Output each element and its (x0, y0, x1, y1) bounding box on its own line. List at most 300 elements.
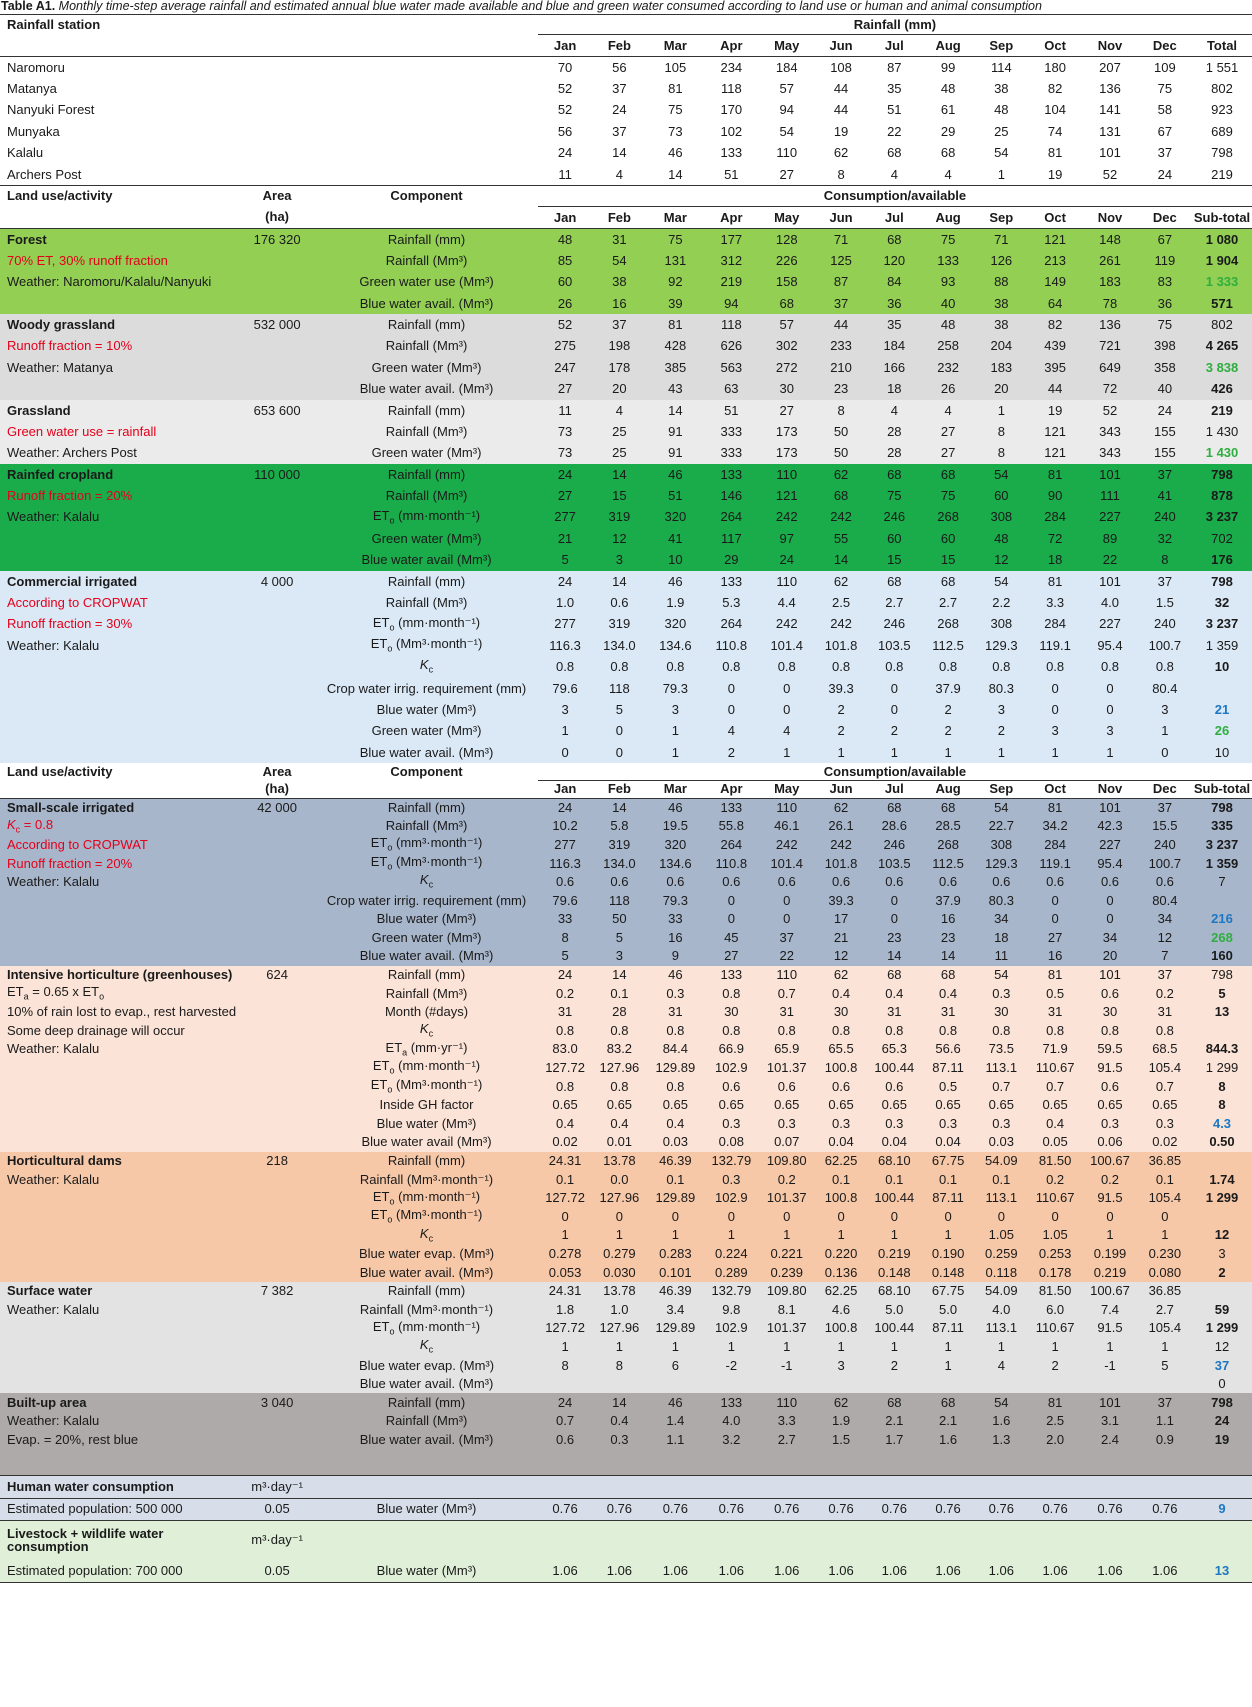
land-use-row (0, 1226, 1252, 1245)
month-value: 23 (887, 929, 902, 945)
area-value (239, 1430, 315, 1449)
land-use-row (0, 817, 1252, 836)
month-value: 1.06 (758, 1560, 815, 1582)
month-value: 118 (609, 680, 630, 696)
area-value (239, 1040, 315, 1059)
month-value: 0 (1051, 701, 1059, 717)
month-value: 0.7 (992, 1078, 1011, 1094)
month-value: 112.5 (932, 855, 964, 871)
rain-station-row (0, 121, 1252, 143)
land-use-note (0, 1207, 239, 1226)
area-value (239, 1412, 315, 1431)
month-value: 125 (830, 252, 852, 268)
month-value: 0 (890, 911, 898, 927)
component-label: Blue water (Mm³) (315, 1498, 538, 1520)
land-use-row (0, 1021, 1252, 1040)
month-value: 119.1 (1039, 855, 1071, 871)
month-value: 43 (668, 381, 683, 397)
rain-value: 38 (994, 80, 1009, 96)
month-value: 240 (1154, 836, 1176, 852)
month-value: 0.5 (939, 1078, 958, 1094)
month-value: 113.1 (985, 1320, 1018, 1336)
component-label: Green water (Mm³) (371, 723, 482, 739)
land-use-note (0, 678, 239, 699)
month-value: 25 (612, 423, 627, 439)
month-value: 0.8 (556, 1022, 575, 1038)
area-value (239, 421, 315, 442)
component-label: Blue water avail. (Mm³) (359, 295, 494, 311)
month-value: 30 (1102, 1004, 1118, 1020)
month-value: 1 (1051, 744, 1059, 760)
month-value: 0.219 (1093, 1264, 1127, 1280)
month-value: 15.5 (1152, 818, 1178, 834)
month-value: 101 (1099, 967, 1121, 983)
month-value: 0.65 (1152, 1097, 1178, 1113)
component-label: Blue water avail (Mm³) (361, 552, 492, 568)
month-value: 1 (944, 1338, 952, 1354)
area-value (239, 699, 315, 720)
month-value: 14 (612, 799, 627, 815)
land-use-row (0, 357, 1252, 378)
month-value: 51 (724, 402, 739, 418)
month-value: 129.89 (655, 1320, 696, 1336)
area-value (239, 335, 315, 356)
month-value: 14 (668, 402, 683, 418)
month-value: 78 (1102, 295, 1118, 311)
month-value: 0.8 (777, 1022, 796, 1038)
month-value: 34 (1102, 929, 1118, 945)
month-value: 110 (776, 799, 798, 815)
month-value: 146 (720, 488, 743, 504)
component-label: $ET_o$ (mm·month⁻¹) (372, 1188, 481, 1207)
month-header: Aug (921, 207, 974, 229)
month-value: 11 (558, 402, 572, 418)
month-value (921, 1375, 974, 1394)
rain-value: 52 (557, 80, 573, 96)
month-value: 0.1 (992, 1171, 1011, 1187)
month-value: 88 (994, 274, 1009, 290)
month-value: 60 (994, 488, 1009, 504)
month-value: 79.6 (552, 680, 578, 696)
month-value: 4.4 (777, 595, 796, 611)
month-value: 0 (1161, 744, 1169, 760)
month-value: 1.05 (988, 1227, 1014, 1243)
month-value: 0 (727, 680, 735, 696)
subtotal-value: 1 299 (1205, 1190, 1239, 1206)
month-value: 0.65 (552, 1097, 578, 1113)
month-value: 28.6 (881, 818, 907, 834)
rain-value: 22 (887, 123, 902, 139)
month-value: 31 (557, 1004, 573, 1020)
area-value (239, 1207, 315, 1226)
land-use-note (0, 1263, 239, 1282)
area-value: 110 000 (254, 466, 301, 482)
land-use-row (0, 421, 1252, 442)
month-value: 44 (1047, 381, 1063, 397)
month-value: 37 (1157, 466, 1173, 482)
rain-value: 19 (833, 123, 849, 139)
month-value: 0.6 (832, 874, 851, 890)
area-value (239, 1170, 315, 1189)
month-value: 8 (997, 423, 1005, 439)
month-value: 62 (833, 573, 849, 589)
component-label: Rainfall (mm) (387, 402, 466, 418)
rain-value: 104 (1044, 102, 1066, 118)
month-value: 116.3 (549, 855, 581, 871)
rain-value: 108 (830, 59, 852, 75)
month-value: 38 (612, 274, 627, 290)
month-value: 132.79 (711, 1153, 752, 1169)
blank-cell (867, 1520, 921, 1560)
area-value (239, 1114, 315, 1133)
month-value: 1 (944, 744, 952, 760)
month-value: 0.3 (777, 1115, 796, 1131)
land-use-note: $ET_a = 0.65$ x $ET_o$ (7, 984, 105, 1002)
month-value: 54 (994, 466, 1009, 482)
month-value: 0.253 (1038, 1245, 1072, 1261)
month-value: 0.76 (647, 1498, 705, 1520)
component-label: Rainfall (mm) (387, 967, 466, 983)
blank-cell (1082, 1449, 1137, 1475)
area-value (239, 507, 315, 528)
area-value (239, 1077, 315, 1096)
month-header: Mar (647, 780, 705, 798)
component-label: Blue water avail. (Mm³) (359, 1264, 494, 1280)
month-value: 54 (994, 967, 1009, 983)
month-value: 119.1 (1039, 637, 1071, 653)
land-use-row (0, 229, 1252, 250)
month-value: 103.5 (878, 855, 911, 871)
month-value: 83.0 (552, 1041, 578, 1057)
month-value (704, 1375, 758, 1394)
month-value: 37 (779, 929, 794, 945)
month-value: 0.76 (538, 1498, 592, 1520)
month-value: 1.9 (666, 595, 685, 611)
rain-value: 24 (612, 102, 627, 118)
month-value: 16 (940, 911, 956, 927)
rain-month-row (0, 35, 1252, 57)
month-value: 0.6 (1155, 874, 1174, 890)
month-value: 35 (887, 316, 902, 332)
land-use-note (0, 742, 239, 763)
month-value: 242 (775, 509, 798, 525)
month-value: 0.148 (878, 1264, 911, 1280)
month-value: 103.5 (878, 637, 911, 653)
month-value: 1 (1051, 1338, 1059, 1354)
month-value: 2.1 (885, 1413, 904, 1429)
rain-value: 37 (1157, 145, 1173, 161)
month-value: 0.8 (832, 1022, 851, 1038)
month-value: 101 (1099, 1394, 1121, 1410)
month-header: Sep (975, 207, 1028, 229)
land-use-header: Land use/activity (7, 188, 113, 204)
month-value: 1 (561, 723, 569, 739)
land-use-row (0, 928, 1252, 947)
land-use-note: Runoff fraction = 10% (7, 338, 133, 354)
month-value: 0.5 (1046, 985, 1065, 1001)
land-use-row (0, 1170, 1252, 1189)
month-value: 13.78 (603, 1283, 636, 1299)
land-use-note (0, 1077, 239, 1096)
component-label: Blue water evap. (Mm³) (358, 1357, 495, 1373)
month-value: 27 (557, 381, 573, 397)
subtotal-value: 3 237 (1205, 616, 1239, 632)
month-value: 14 (612, 1394, 627, 1410)
month-value: 87 (833, 274, 849, 290)
subtotal-value: 1 299 (1205, 1320, 1239, 1336)
month-value: 62.25 (824, 1283, 858, 1299)
month-value: 0.76 (704, 1498, 758, 1520)
month-value: 81.50 (1038, 1283, 1072, 1299)
month-value: 1 (837, 744, 845, 760)
month-value: 3.4 (666, 1301, 685, 1317)
land-use-row (0, 400, 1252, 421)
month-value: 0.65 (935, 1097, 961, 1113)
land-use-note: Weather: Kalalu (7, 1041, 100, 1057)
month-value: 0 (1106, 911, 1114, 927)
subtotal-value: 1 080 (1205, 231, 1239, 247)
subtotal-value: 32 (1214, 595, 1230, 611)
component-label: Green water use (Mm³) (359, 274, 494, 290)
month-value: 27 (779, 402, 794, 418)
month-header: May (758, 207, 815, 229)
land-use-row (0, 549, 1252, 570)
month-value: 0.1 (939, 1171, 958, 1187)
month-value: 128 (775, 231, 798, 247)
area-value: 624 (266, 967, 288, 983)
land-use-row (0, 1096, 1252, 1115)
month-value: 79.3 (662, 680, 689, 696)
component-label: Blue water evap. (Mm³) (358, 1245, 495, 1261)
month-value: 4 (890, 402, 898, 418)
month-value: 28 (887, 423, 902, 439)
month-value: 312 (720, 252, 743, 268)
month-value: 0.6 (992, 874, 1011, 890)
area-value: 42 000 (257, 799, 297, 815)
month-value: 80.3 (988, 680, 1014, 696)
month-value: 129.3 (985, 855, 1018, 871)
rain-value: 68 (940, 145, 956, 161)
month-value: 0.3 (610, 1431, 629, 1447)
month-value: 100.44 (874, 1060, 915, 1076)
month-value: 0.4 (832, 985, 851, 1001)
component-label: $ET_o$ (Mm³·month⁻¹) (370, 1207, 483, 1225)
month-value: 34 (994, 911, 1009, 927)
component-label: Rainfall (Mm³) (385, 423, 468, 439)
month-value: 0.8 (939, 1022, 958, 1038)
blank-cell (815, 1449, 867, 1475)
blank-cell (921, 1475, 974, 1498)
month-value: 19.5 (662, 818, 689, 834)
month-value: 60 (940, 530, 956, 546)
land-use-note: Weather: Kalalu (7, 1413, 100, 1429)
rain-value: 19 (1028, 164, 1082, 186)
component-label: Blue water avail (Mm³) (361, 1134, 492, 1150)
land-use-note (0, 928, 239, 947)
month-value: 1 (1106, 1338, 1114, 1354)
month-value: 0.65 (881, 1097, 907, 1113)
subtotal-value: 1 359 (1205, 855, 1239, 871)
area-value (239, 1096, 315, 1115)
month-value: 16 (668, 929, 683, 945)
month-value: 39 (668, 295, 683, 311)
month-value: 0.4 (610, 1115, 629, 1131)
month-value: 0 (997, 1208, 1005, 1224)
month-value: 68 (940, 466, 956, 482)
area-value (239, 656, 315, 677)
table-caption (0, 0, 1252, 14)
month-value: 0.224 (715, 1245, 748, 1261)
month-value: 110 (776, 967, 798, 983)
land-use-row (0, 378, 1252, 399)
rain-value: 11 (538, 164, 592, 186)
month-value: 0.8 (777, 659, 796, 675)
month-value: 0.8 (666, 1078, 685, 1094)
subtotal-value: 24 (1214, 1413, 1230, 1429)
consumption-header: Consumption/available (538, 763, 1252, 780)
month-value: 23 (940, 929, 956, 945)
area-value: 532 000 (253, 316, 301, 332)
month-value: 0.3 (1155, 1115, 1174, 1131)
month-value: 68 (887, 1394, 902, 1410)
month-value: 116.3 (549, 637, 581, 653)
month-header: Jan (538, 780, 592, 798)
month-value: 2 (837, 723, 845, 739)
rain-value: 234 (720, 59, 743, 75)
land-use-row (0, 1133, 1252, 1152)
month-value: 0.07 (774, 1134, 800, 1150)
month-value: 264 (720, 836, 743, 852)
rain-value: 136 (1099, 80, 1121, 96)
month-value: 8 (561, 1357, 569, 1373)
month-value: 0 (1051, 911, 1059, 927)
blank-cell (1028, 1520, 1082, 1560)
month-value: 1.06 (1028, 1560, 1082, 1582)
month-value: 0.4 (885, 985, 904, 1001)
rain-value: 170 (720, 102, 743, 118)
blank-cell (758, 1475, 815, 1498)
month-value: 112.5 (932, 637, 964, 653)
month-value: 110.8 (715, 637, 748, 653)
month-value: 0.76 (921, 1498, 974, 1520)
month-value: 81 (1047, 799, 1063, 815)
component-label: Green water (Mm³) (371, 445, 482, 461)
month-value: 1.06 (592, 1560, 646, 1582)
month-value: 2.7 (939, 595, 958, 611)
land-use-note (0, 1375, 239, 1394)
month-value: 246 (883, 836, 906, 852)
spacer-row (0, 1449, 1252, 1475)
month-value: 0.01 (606, 1134, 633, 1150)
month-value: 81 (1047, 573, 1063, 589)
month-value: 68 (940, 1394, 956, 1410)
month-value: 22 (779, 948, 794, 964)
month-value: 113.1 (985, 1190, 1018, 1206)
month-value: 0.2 (556, 985, 575, 1001)
month-value: 4 (615, 402, 624, 418)
month-value: 1 (997, 1338, 1005, 1354)
month-value: 3 (1051, 723, 1059, 739)
month-value: 0.283 (659, 1245, 692, 1261)
month-header: Aug (921, 780, 974, 798)
land-use-row (0, 507, 1252, 528)
month-value: 2.7 (1155, 1301, 1174, 1317)
month-value: -2 (725, 1357, 738, 1373)
subtotal-value: 10 (1214, 744, 1230, 760)
subtotal-value: 160 (1211, 948, 1233, 964)
blank-cell (975, 1449, 1028, 1475)
month-value: 48 (994, 530, 1009, 546)
land-use-note: Weather: Kalalu (7, 509, 100, 525)
month-value: 0.1 (1155, 1171, 1174, 1187)
month-value: 0.289 (715, 1264, 748, 1280)
month-value: 428 (664, 338, 687, 354)
subtotal-header: Sub-total (1192, 207, 1252, 229)
month-value: 0.6 (832, 1078, 851, 1094)
land-use-note: Weather: Kalalu (7, 1301, 100, 1317)
month-value: 73 (557, 445, 573, 461)
month-value: 1.1 (1155, 1413, 1174, 1429)
subtotal-value: 13 (1214, 1004, 1230, 1020)
component-label: $ET_o$ (mm·month⁻¹) (372, 614, 481, 633)
blank-cell (592, 1449, 646, 1475)
month-value: 272 (775, 359, 798, 375)
month-value: 0.6 (1100, 1078, 1120, 1094)
month-value: 1 (671, 1227, 679, 1243)
month-value: 100.7 (1148, 637, 1182, 653)
rain-value: 81 (668, 80, 683, 96)
month-value: 4 (944, 402, 952, 418)
land-use-row (0, 442, 1252, 463)
month-value: 0 (727, 911, 735, 927)
rain-value: 1 (975, 164, 1028, 186)
month-value: 102.9 (715, 1060, 748, 1076)
month-value: 1.06 (538, 1560, 592, 1582)
land-use-row (0, 720, 1252, 741)
month-value: 0.1 (832, 1171, 851, 1187)
blank-cell (1192, 1520, 1252, 1560)
component-label: Blue water avail. (Mm³) (359, 1376, 494, 1392)
consumption-data-row (0, 1560, 1252, 1582)
month-value: 4 (997, 1357, 1005, 1373)
land-use-row (0, 1003, 1252, 1022)
land-use-note: Weather: Kalalu (7, 637, 100, 653)
area-value: 7 382 (260, 1283, 294, 1299)
month-value: 105.4 (1148, 1190, 1182, 1206)
month-value: 91.5 (1097, 1320, 1123, 1336)
month-value: 0 (783, 1208, 791, 1224)
month-value: 343 (1099, 423, 1121, 439)
month-value: 120 (883, 252, 906, 268)
month-value: 16 (1047, 948, 1063, 964)
month-value: 62 (833, 466, 849, 482)
subtotal-value: 19 (1214, 1431, 1230, 1447)
month-value: 0 (783, 911, 791, 927)
month-value: 68.10 (878, 1283, 911, 1299)
month-value: 102.9 (715, 1320, 748, 1336)
month-header: Oct (1028, 35, 1082, 57)
month-value: 626 (720, 338, 743, 354)
month-value: 95.4 (1097, 637, 1123, 653)
month-value: 0.8 (722, 985, 741, 1001)
month-value: 127.72 (545, 1190, 585, 1206)
month-value: 133 (720, 1394, 743, 1410)
month-value: 0 (890, 1208, 898, 1224)
month-value: 277 (554, 509, 576, 525)
month-value: 75 (940, 488, 956, 504)
subtotal-value: 1 299 (1205, 1060, 1239, 1076)
subtotal-value: 8 (1218, 1097, 1226, 1113)
